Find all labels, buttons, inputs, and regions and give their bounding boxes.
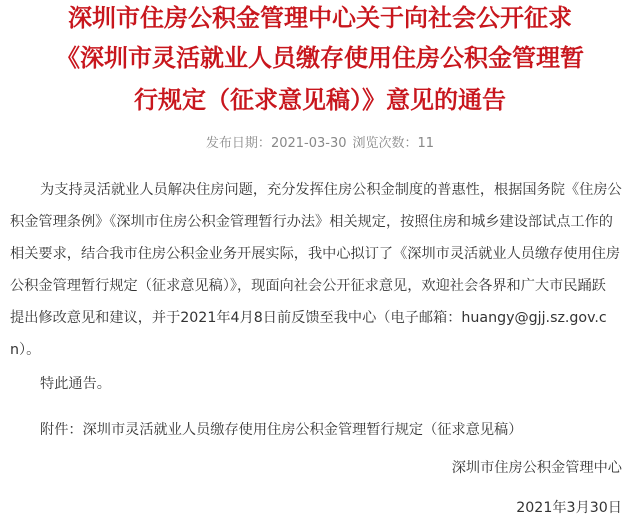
- article-meta: [0, 134, 640, 154]
- attachment-text: 附件：深圳市灵活就业人员缴存使用住房公积金管理暂行规定（征求意见稿）: [40, 422, 523, 438]
- body-line: n）。: [10, 342, 41, 358]
- signature-org: 深圳市住房公积金管理中心: [451, 460, 622, 476]
- view-count-label: 浏览次数：: [352, 136, 418, 151]
- article-title-line-3: 行规定（征求意见稿）》意见的通告: [134, 86, 506, 114]
- body-line: 积金管理条例》《深圳市住房公积金管理暂行办法》相关规定，按照住房和城乡建设部试点工作的: [10, 214, 613, 230]
- body-line: 相关要求，结合我市住房公积金业务开展实际，我中心拟订了《深圳市灵活就业人员缴存使用住房: [10, 246, 621, 262]
- body-line: 为支持灵活就业人员解决住房问题，充分发挥住房公积金制度的普惠性，根据国务院《住房公: [40, 182, 622, 198]
- publish-date: 2021-03-30: [270, 136, 347, 151]
- notice-text: 特此通告。: [40, 376, 111, 392]
- view-count: 11: [417, 136, 435, 151]
- publish-date-label: 发布日期：: [205, 136, 271, 151]
- body-line: 提出修改意见和建议，并于2021年4月8日前反馈至我中心（电子邮箱：huangy@gjj.sz.gov.c: [10, 310, 607, 326]
- article-title-line-2: 《深圳市灵活就业人员缴存使用住房公积金管理暂: [56, 44, 584, 72]
- signature-date: 2021年3月30日: [516, 500, 622, 516]
- body-line: 公积金管理暂行规定（征求意见稿）》，现面向社会公开征求意见，欢迎社会各界和广大市民踊跃: [10, 278, 606, 294]
- article-title-line-1: 深圳市住房公积金管理中心关于向社会公开征求: [68, 4, 572, 32]
